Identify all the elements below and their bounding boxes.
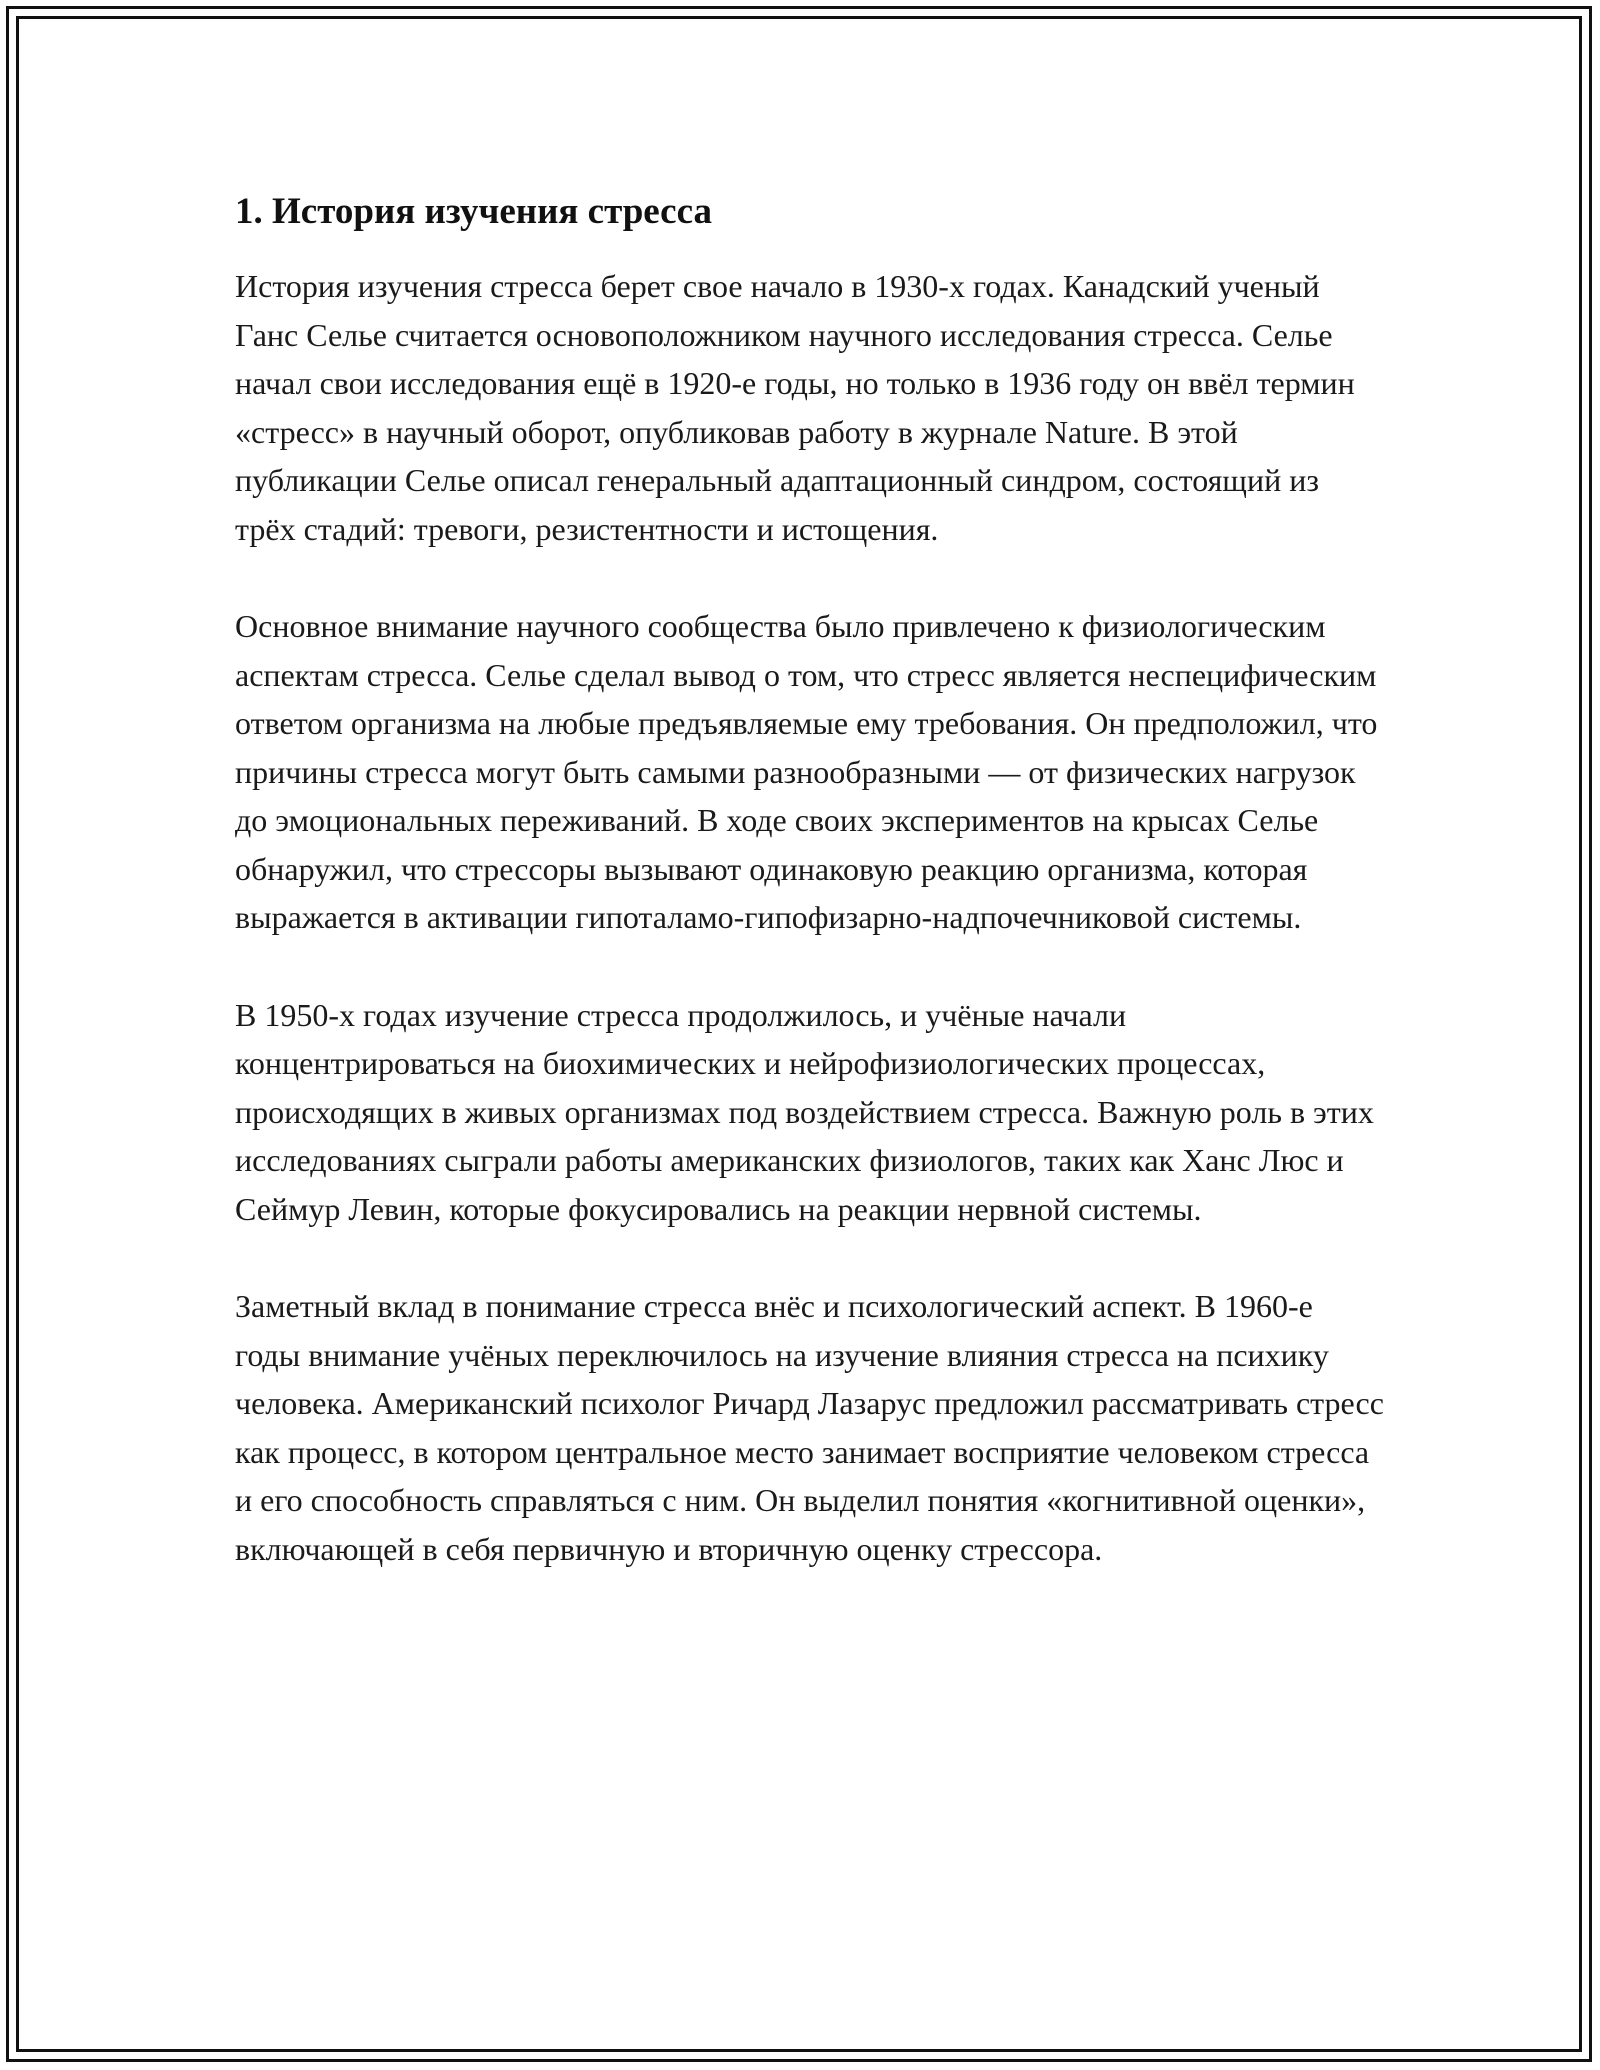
paragraph-1950s-research: В 1950-х годах изучение стресса продолжилось, и учёные начали концентрироваться на биохимических и нейрофизиологических процессах, происходящих в живых организмах под воздействием стресса. Важную роль в этих исследованиях сыграли работы американских физиологов, таких как Ханс Люс и Сеймур Левин, которые фокусировались на реакции нервной системы. — [235, 996, 1374, 1227]
document-body — [235, 188, 1385, 1622]
paragraph-physiological-aspects: Основное внимание научного сообщества было привлечено к физиологическим аспектам стресса. Селье сделал вывод о том, что стресс является неспецифическим ответом организма на любые предъявляемые ему требования. Он предположил, что причины стресса могут быть самыми разнообразными — от физических нагрузок до эмоциональных переживаний. В ходе своих экспериментов на крысах Селье обнаружил, что стрессоры вызывают одинаковую реакцию организма, которая выражается в активации гипоталамо-гипофизарно-надпочечниковой системы. — [235, 608, 1378, 935]
section-heading: 1. История изучения стресса — [235, 191, 712, 232]
paragraph-1930s-selye: История изучения стресса берет свое начало в 1930-х годах. Канадский ученый Ганс Селье считается основоположником научного исследования стресса. Селье начал свои исследования ещё в 1920-е годы, но только в 1936 году он ввёл термин «стресс» в научный оборот, опубликовав работу в журнале Nature. В этой публикации Селье описал генеральный адаптационный синдром, состоящий из трёх стадий: тревоги, резистентности и истощения. — [235, 268, 1355, 547]
paragraph-psychological-aspect: Заметный вклад в понимание стресса внёс и психологический аспект. В 1960-е годы внимание учёных переключилось на изучение влияния стресса на психику человека. Американский психолог Ричард Лазарус предложил рассматривать стресс как процесс, в котором центральное место занимает восприятие человеком стресса и его способность справляться с ним. Он выделил понятия «когнитивной оценки», включающей в себя первичную и вторичную оценку стрессора. — [235, 1288, 1384, 1567]
